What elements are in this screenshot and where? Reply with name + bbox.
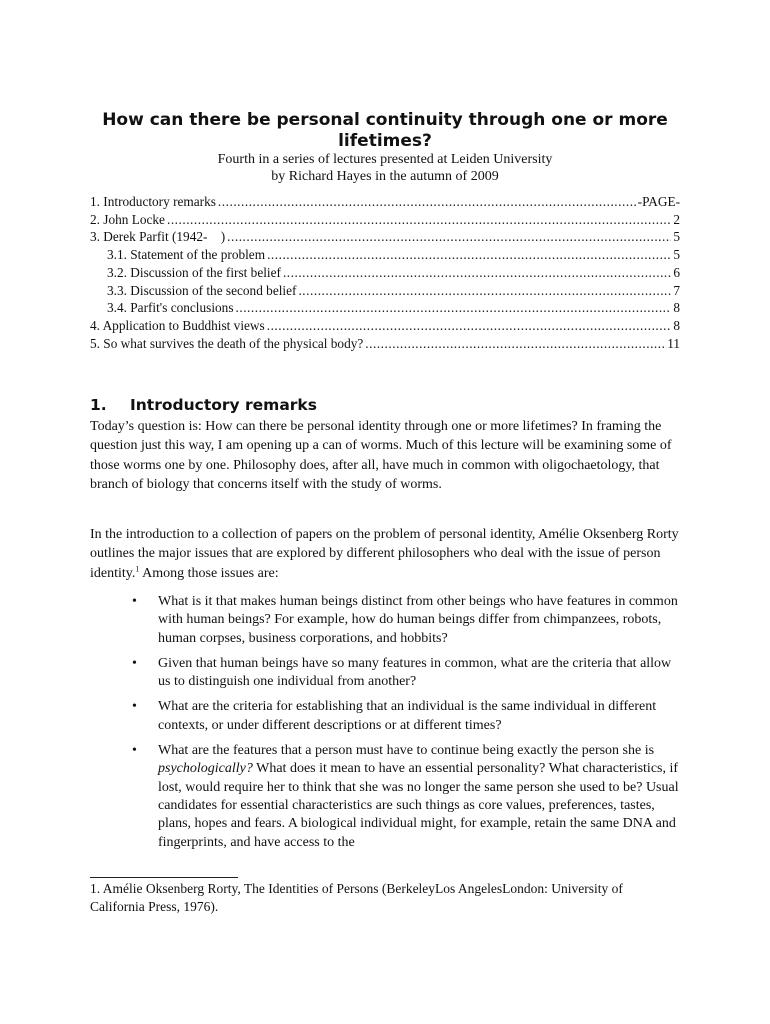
subtitle-line-2: by Richard Hayes in the autumn of 2009 [271,169,499,184]
toc-entry-page: 8 [673,300,680,316]
subtitle-line-1: Fourth in a series of lectures presented at Leiden University [217,152,553,167]
bullet-marker: • [132,699,137,715]
emphasis-text: psychologically? [158,761,253,777]
paragraph-text: In the introduction to a collection of papers on the problem of personal identity, Amélie Oksenberg Rorty outlines the major issues that are explored by different philosophers who deal with the issue of person identity. [90,527,679,581]
toc-entry-page: 7 [673,282,680,298]
toc-entry-page: 8 [673,317,680,333]
toc-entry-title: 3.2. Discussion of the first belief [107,264,281,280]
list-item-text: Given that human beings have so many features in common, what are the criteria that allow us to distinguish one individual from another? [158,655,672,690]
toc-subentry[interactable] [90,282,680,300]
list-item-text: What does it mean to have an essential personality? What characteristics, if lost, would require her to think that she was no longer the same person she used to be? Usual candidates for essential characteristics are such things as core values, preferences, tastes, plans, hopes and fears. A biological individual might, for example, retain the same DNA and fingerprints, and have access to the [158,761,679,850]
toc-entry-page: -PAGE- [637,194,680,209]
toc-entry-title: 2. John Locke [90,211,165,227]
toc-entry-page: 2 [673,211,680,227]
document-subtitle [100,151,670,185]
toc-entry[interactable] [90,228,680,246]
bullet-marker: • [132,655,137,671]
toc-leader [167,211,671,229]
toc-entry[interactable] [90,317,680,335]
toc-subentry[interactable] [90,299,680,317]
list-item [90,655,682,692]
list-item [90,593,682,648]
list-item-text: What are the features that a person must have to continue being exactly the person she is [158,743,655,759]
section-heading-text: Introductory remarks [130,396,317,414]
footnote-separator [90,877,238,878]
toc-entry-title: 3.1. Statement of the problem [107,247,266,263]
toc-leader [365,335,665,353]
list-item [90,698,682,735]
table-of-contents [90,193,680,352]
footnote-reference[interactable]: 1 [135,563,140,573]
toc-leader [227,228,671,246]
section-heading [90,395,317,415]
toc-entry-title: 3. Derek Parfit (1942- ) [90,229,226,245]
bullet-marker: • [132,594,137,609]
toc-entry[interactable] [90,211,680,229]
toc-entry-page: 11 [667,335,680,351]
toc-entry-page: 5 [673,229,680,245]
paragraph-intro: Today’s question is: How can there be personal identity through one or more lifetimes? In framing the question just this way, I am opening up a can of worms. Much of this lecture will be examining some of those worms one by one. Philosophy does, after all, have much in common with oligochaetology, that branch of biology that concerns itself with the study of worms. [90,419,672,492]
list-item-text: What is it that makes human beings distinct from other beings who have features in common with human beings? For example, how do human beings differ from chimpanzees, robots, human corpses, business corporations, and hobbits? [158,594,678,646]
list-item [90,742,682,852]
bullet-marker: • [132,743,137,759]
toc-entry-title: 1. Introductory remarks [90,194,216,209]
toc-leader [298,282,671,300]
toc-leader [267,317,672,335]
toc-leader [218,193,636,211]
toc-leader [267,246,671,264]
toc-subentry[interactable] [90,246,680,264]
paragraph-rorty [90,525,682,583]
toc-entry-page: 5 [673,247,680,263]
section-number: 1. [90,396,107,414]
toc-leader [236,299,672,317]
toc-entry-page: 6 [673,264,680,280]
toc-entry-title: 3.4. Parfit's conclusions [107,300,234,316]
toc-subentry[interactable] [90,264,680,282]
toc-entry-title: 5. So what survives the death of the physical body? [90,335,364,351]
toc-leader [283,264,671,282]
toc-entry[interactable] [90,193,680,211]
toc-entry[interactable] [90,335,680,353]
paragraph-text: Among those issues are: [139,565,279,581]
toc-entry-title: 4. Application to Buddhist views [90,317,265,333]
issues-list [90,593,682,859]
list-item-text: What are the criteria for establishing that an individual is the same individual in different contexts, or under different descriptions or at different times? [158,699,657,733]
toc-entry-title: 3.3. Discussion of the second belief [107,282,297,298]
footnote: 1. Amélie Oksenberg Rorty, The Identities of Persons (BerkeleyLos AngelesLondon: University of California Press, 1976). [90,881,623,914]
document-title: How can there be personal continuity through one or more lifetimes? [102,110,668,151]
